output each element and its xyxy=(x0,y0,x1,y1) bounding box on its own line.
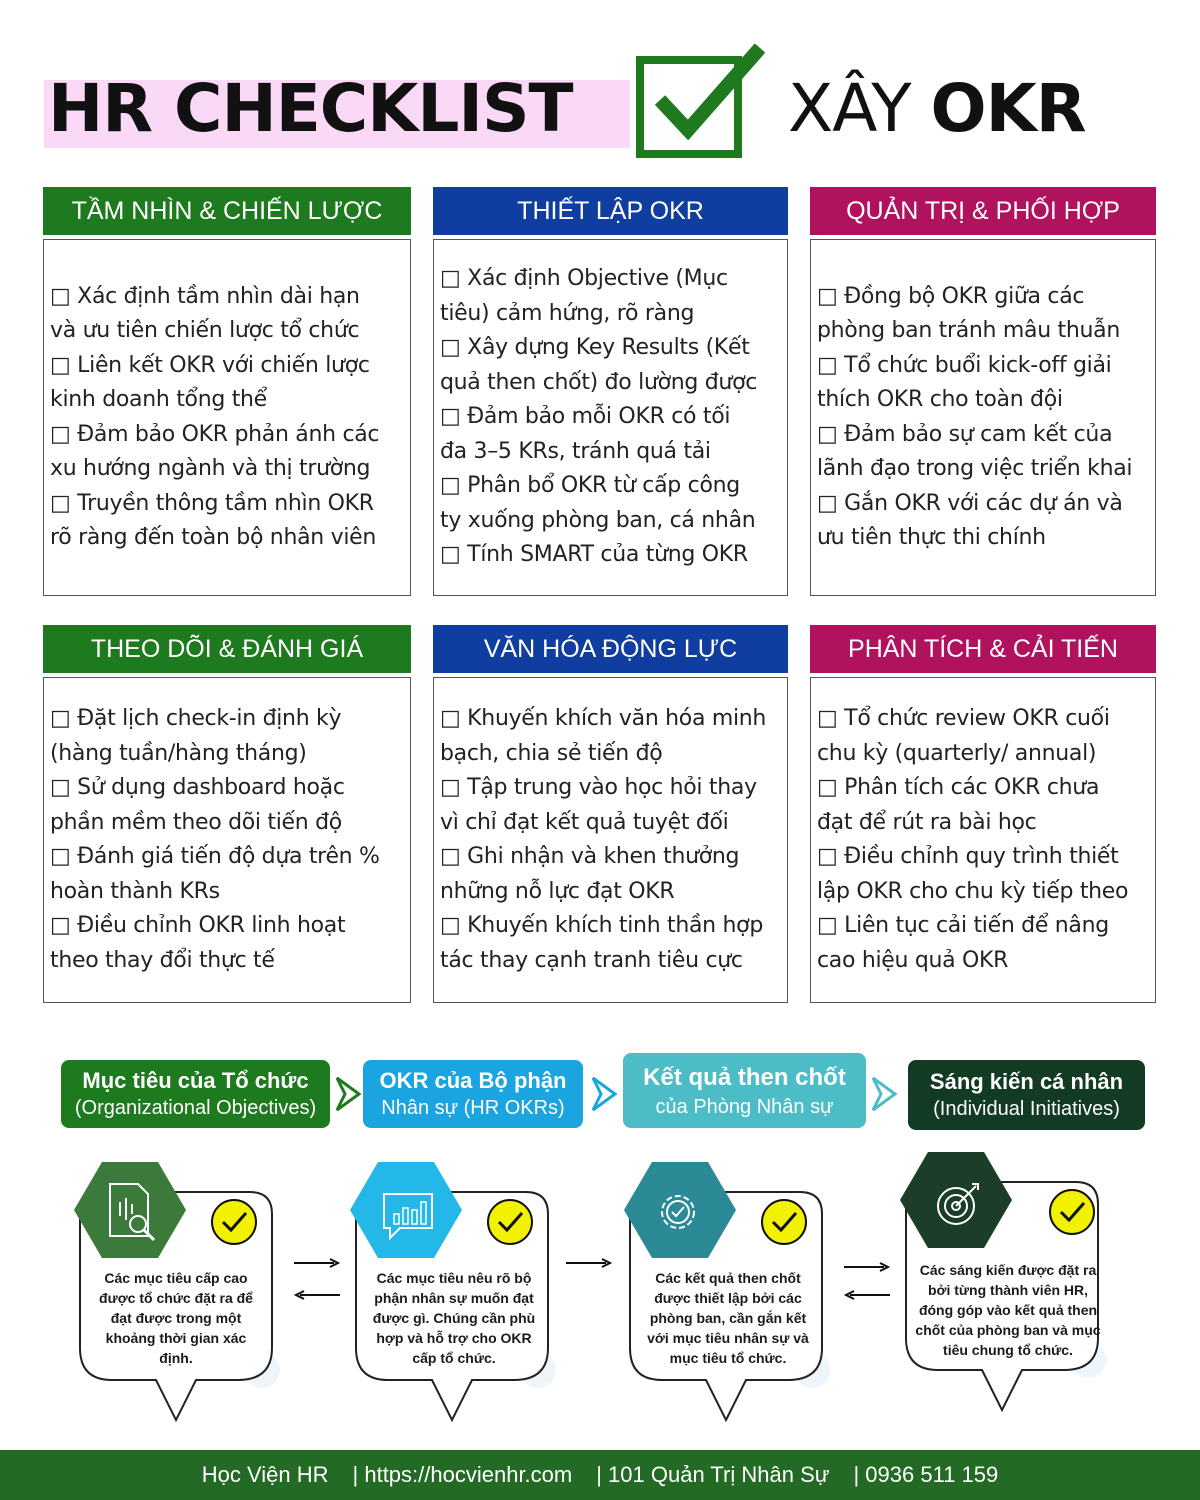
checklist-line: chu kỳ (quarterly/ annual) xyxy=(817,740,1097,766)
checklist-line: ưu tiên thực thi chính xyxy=(817,525,1046,550)
checklist-line: □ Truyền thông tầm nhìn OKR xyxy=(50,490,374,516)
bubble-description: Các mục tiêu cấp cao được tổ chức đặt ra để đạt được trong một khoảng thời gian xác định. xyxy=(99,1270,253,1366)
checklist-line: □ Điều chỉnh OKR linh hoạt xyxy=(50,913,346,938)
checklist-line: □ Khuyến khích văn hóa minh xyxy=(440,706,767,731)
chevron-right-icon xyxy=(869,1074,899,1114)
checklist-line: □ Xác định Objective (Mục xyxy=(440,266,728,292)
title-bold-word: OKR xyxy=(930,70,1086,147)
flow-box-key-results xyxy=(623,1053,866,1128)
checklist-line: tiêu) cảm hứng, rõ ràng xyxy=(440,300,695,326)
arrow-right-icon xyxy=(844,1262,890,1272)
section-box-analysis xyxy=(810,677,1156,1003)
title-light-word: XÂY xyxy=(788,70,911,147)
checklist-line: □ Liên kết OKR với chiến lược xyxy=(50,352,370,378)
checklist-line: lập OKR cho chu kỳ tiếp theo xyxy=(817,878,1129,904)
checklist-line: những nỗ lực đạt OKR xyxy=(440,878,675,904)
section-header-okr-setup: THIẾT LẬP OKR xyxy=(433,187,788,235)
section-header-governance: QUẢN TRỊ & PHỐI HỢP xyxy=(810,187,1156,235)
section-header-tracking: THEO DÕI & ĐÁNH GIÁ xyxy=(43,625,411,673)
checklist-line: vì chỉ đạt kết quả tuyệt đối xyxy=(440,809,729,835)
flow-subtitle: của Phòng Nhân sự xyxy=(655,1095,834,1118)
checklist-line: □ Tính SMART của từng OKR xyxy=(440,542,748,568)
checklist-line: □ Điều chỉnh quy trình thiết xyxy=(817,844,1119,869)
checklist-line: □ Sử dụng dashboard hoặc xyxy=(50,775,345,800)
flow-subtitle: (Individual Initiatives) xyxy=(933,1098,1120,1120)
page-title-right xyxy=(788,70,1086,147)
section-header-analysis: PHÂN TÍCH & CẢI TIẾN xyxy=(810,625,1156,673)
section-box-okr-setup xyxy=(433,239,788,596)
checklist-line: thích OKR cho toàn đội xyxy=(817,387,1063,412)
bar-chart-icon xyxy=(380,1188,436,1244)
checklist-line: □ Liên tục cải tiến để nâng xyxy=(817,913,1109,938)
checklist xyxy=(50,280,404,556)
checklist-line: □ Đảm bảo OKR phản ánh các xyxy=(50,421,380,447)
checklist-line: quả then chốt) đo lường được xyxy=(440,369,758,395)
checklist-line: hoàn thành KRs xyxy=(50,878,220,904)
checklist-line: và ưu tiên chiến lược tổ chức xyxy=(50,318,360,343)
checklist-line: □ Tập trung vào học hỏi thay xyxy=(440,775,757,800)
checklist-line: (hàng tuần/hàng tháng) xyxy=(50,740,307,766)
flow-title: Sáng kiến cá nhân xyxy=(929,1069,1124,1094)
checklist-line: phòng ban tránh mâu thuẫn xyxy=(817,318,1120,343)
checklist-line: □ Đánh giá tiến độ dựa trên % xyxy=(50,844,380,869)
section-box-culture xyxy=(433,677,788,1003)
section-header-culture: VĂN HÓA ĐỘNG LỰC xyxy=(433,625,788,673)
gear-check-icon xyxy=(650,1184,706,1240)
flow-box-initiatives xyxy=(908,1060,1145,1130)
checklist-line: phần mềm theo dõi tiến độ xyxy=(50,809,342,835)
checklist-line: □ Đảm bảo mỗi OKR có tối xyxy=(440,404,731,430)
page-title: HR CHECKLIST xyxy=(48,70,573,147)
checklist-line: □ Đặt lịch check-in định kỳ xyxy=(50,706,342,731)
target-icon xyxy=(930,1176,986,1232)
checklist-line: □ Đồng bộ OKR giữa các xyxy=(817,283,1085,309)
checklist xyxy=(440,702,781,978)
bubble-description: Các sáng kiến được đặt ra bởi từng thành viên HR, đóng góp vào kết quả then chốt của phòng ban và mục tiêu chung tổ chức. xyxy=(915,1262,1101,1358)
checklist-line: □ Phân bổ OKR từ cấp công xyxy=(440,473,740,499)
flow-title: OKR của Bộ phận xyxy=(379,1068,567,1093)
checklist-line: □ Xây dựng Key Results (Kết xyxy=(440,335,750,361)
checklist-line: bạch, chia sẻ tiến độ xyxy=(440,740,663,766)
arrow-left-icon xyxy=(294,1290,340,1300)
checklist-line: □ Phân tích các OKR chưa xyxy=(817,775,1100,800)
bubble-description: Các mục tiêu nêu rõ bộ phận nhân sự muốn đạt được gì. Chúng cần phù hợp và hỗ trợ cho OKR cấp tổ chức. xyxy=(372,1270,536,1366)
footer-phone[interactable]: | 0936 511 159 xyxy=(853,1462,999,1487)
checklist-line: □ Ghi nhận và khen thưởng xyxy=(440,844,740,869)
footer-bar xyxy=(0,1450,1200,1500)
checklist-line: rõ ràng đến toàn bộ nhân viên xyxy=(50,525,377,550)
checklist-line: □ Khuyến khích tinh thần hợp xyxy=(440,913,763,938)
checklist-line: □ Gắn OKR với các dự án và xyxy=(817,490,1123,516)
section-box-vision xyxy=(43,239,411,596)
footer-org: Học Viện HR xyxy=(201,1462,329,1487)
section-box-governance xyxy=(810,239,1156,596)
chevron-right-icon xyxy=(589,1074,619,1114)
checklist-line: tác thay cạnh tranh tiêu cực xyxy=(440,947,743,973)
footer-book: | 101 Quản Trị Nhân Sự xyxy=(596,1462,830,1487)
checklist-line: ty xuống phòng ban, cá nhân xyxy=(440,507,756,533)
checklist-line: cao hiệu quả OKR xyxy=(817,947,1009,973)
checklist xyxy=(817,280,1149,556)
checklist-line: □ Xác định tầm nhìn dài hạn xyxy=(50,283,360,309)
checklist-line: kinh doanh tổng thể xyxy=(50,387,267,412)
arrow-right-icon xyxy=(566,1258,612,1268)
checklist-line: □ Tổ chức buổi kick-off giải xyxy=(817,352,1112,378)
checklist-line: lãnh đạo trong việc triển khai xyxy=(817,456,1133,481)
checklist-line: theo thay đổi thực tế xyxy=(50,947,275,973)
flow-subtitle: Nhân sự (HR OKRs) xyxy=(381,1097,565,1119)
checklist-line: xu hướng ngành và thị trường xyxy=(50,456,371,481)
flow-subtitle: (Organizational Objectives) xyxy=(74,1097,317,1119)
checklist-line: đa 3–5 KRs, tránh quá tải xyxy=(440,438,711,464)
checklist-line: □ Đảm bảo sự cam kết của xyxy=(817,421,1113,447)
checklist xyxy=(817,702,1149,978)
checklist-line: □ Tổ chức review OKR cuối xyxy=(817,706,1110,731)
chevron-right-icon xyxy=(333,1074,363,1114)
footer-website-link[interactable]: | https://hocvienhr.com xyxy=(352,1462,573,1487)
section-header-vision: TẦM NHÌN & CHIẾN LƯỢC xyxy=(43,187,411,235)
section-box-tracking xyxy=(43,677,411,1003)
checklist xyxy=(440,262,781,573)
report-search-icon xyxy=(104,1180,160,1242)
flow-title: Mục tiêu của Tổ chức xyxy=(82,1068,309,1093)
flow-box-org-objectives xyxy=(61,1060,330,1128)
flow-title: Kết quả then chốt xyxy=(643,1063,846,1091)
flow-box-hr-okrs xyxy=(363,1060,583,1128)
arrow-left-icon xyxy=(844,1290,890,1300)
checkbox-check-icon xyxy=(636,40,770,160)
checklist-line: đạt để rút ra bài học xyxy=(817,809,1037,835)
checklist xyxy=(50,702,404,978)
arrow-right-icon xyxy=(294,1258,340,1268)
bubble-description: Các kết quả then chốt được thiết lập bởi các phòng ban, cần gắn kết với mục tiêu nhân sự và mục tiêu tổ chức. xyxy=(647,1270,809,1366)
